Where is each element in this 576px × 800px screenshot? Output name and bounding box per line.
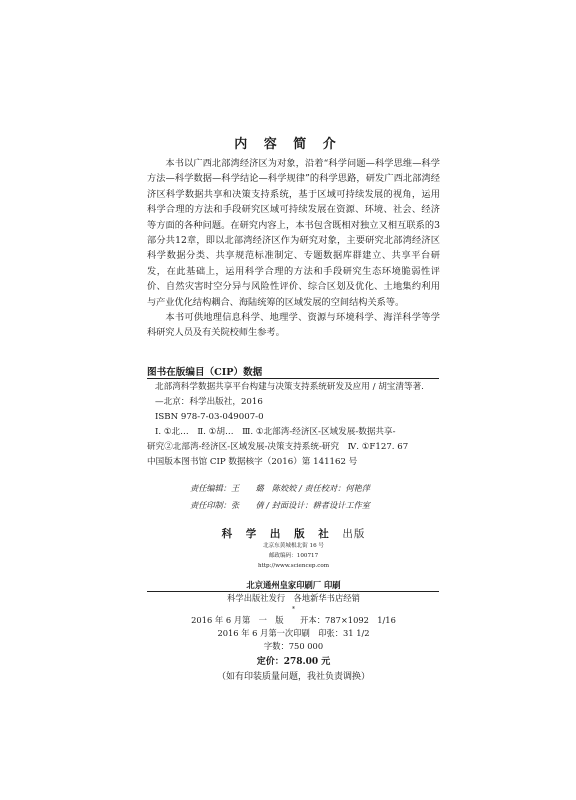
summary-paragraph: 本书以广西北部湾经济区为对象，沿着“科学问题—科学思维—科学方法—科学数据—科学结论—科学规律”的科学思路，研发广西北部湾经济区科学数据共享和决策支持系统，基于区域可持续发展的视角，运用科学合理的方法和手段研究区域可持续发展在资源、环境、社会、经济等方面的各种问题。在研究内容上，本书包含既相对独立又相互联系的3部分共12章，即以北部湾经济区作为研究对象，主要研究北部湾经济区科学数据分类、共享规范标准制定、专题数据库群建立、共享平台研发，在此基础上，运用科学合理的方法和手段研究生态环境脆弱性评价、自然灾害时空分异与风险性评价、综合区划及优化、土地集约利用与产业优化结构耦合、海陆统筹的区域发展的空间结构关系等。 — [147, 158, 440, 308]
summary-title: 内 容 简 介 — [234, 137, 342, 152]
cip-publisher-line: —北京：科学出版社，2016 — [155, 397, 263, 407]
spacer — [147, 571, 440, 579]
summary-paragraph: 本书可供地理信息科学、地理学、资源与环境科学、海洋科学等学科研究人员及有关院校师生参考。 — [147, 312, 440, 339]
price-label: 定价：278.00 元 — [256, 657, 331, 667]
cip-block — [147, 380, 440, 470]
production-line: 责任印制：张 倩 / 封面设计：耕者设计工作室 — [190, 500, 370, 510]
publisher-logotype: 科 学 出 版 社 — [221, 528, 334, 540]
printer-line: 北京通州皇家印刷厂 印刷 — [246, 580, 341, 590]
publisher-name — [147, 528, 440, 541]
impression-line: 2016 年 6 月第一次印刷 印张：31 1/2 — [217, 628, 370, 638]
publisher-website: http://www.sciencep.com — [257, 563, 330, 569]
price-block — [147, 655, 440, 685]
edition-line: 2016 年 6 月第 一 版 开本：787×1092 1/16 — [191, 615, 396, 625]
cip-classification-line: Ⅰ. ①北… Ⅱ. ①胡… Ⅲ. ①北部湾-经济区-区域发展-数据共享- — [155, 427, 396, 437]
separator-mark: * — [292, 606, 295, 613]
publisher-suffix: 出版 — [342, 528, 366, 540]
distribution-line: 科学出版社发行 各地新华书店经销 — [227, 593, 360, 603]
cip-top-rule — [147, 378, 439, 379]
bottom-rule — [147, 591, 439, 592]
wordcount-line: 字数：750 000 — [263, 641, 324, 651]
editorial-credits — [190, 480, 450, 514]
summary-body — [147, 156, 440, 341]
publisher-address: 北京东黄城根北街 16 号 — [262, 543, 325, 549]
cip-title-line: 北部湾科学数据共享平台构建与决策支持系统研发及应用 / 胡宝清等著. — [155, 382, 424, 392]
cip-record-number: 中国版本图书馆 CIP 数据核字（2016）第 141162 号 — [147, 457, 358, 467]
price-note: （如有印装质量问题，我社负责调换） — [216, 672, 370, 682]
publisher-postcode: 邮政编码：100717 — [268, 553, 319, 559]
cip-classification-line-2: 研究②北部湾-经济区-区域发展-决策支持系统-研究 Ⅳ. ①F127. 67 — [147, 442, 409, 452]
editor-line: 责任编辑：王 璐 陈姣姣 / 责任校对：何艳萍 — [190, 483, 370, 493]
cip-heading: 图书在版编目（CIP）数据 — [147, 367, 263, 378]
cip-isbn: ISBN 978-7-03-049007-0 — [155, 412, 264, 422]
